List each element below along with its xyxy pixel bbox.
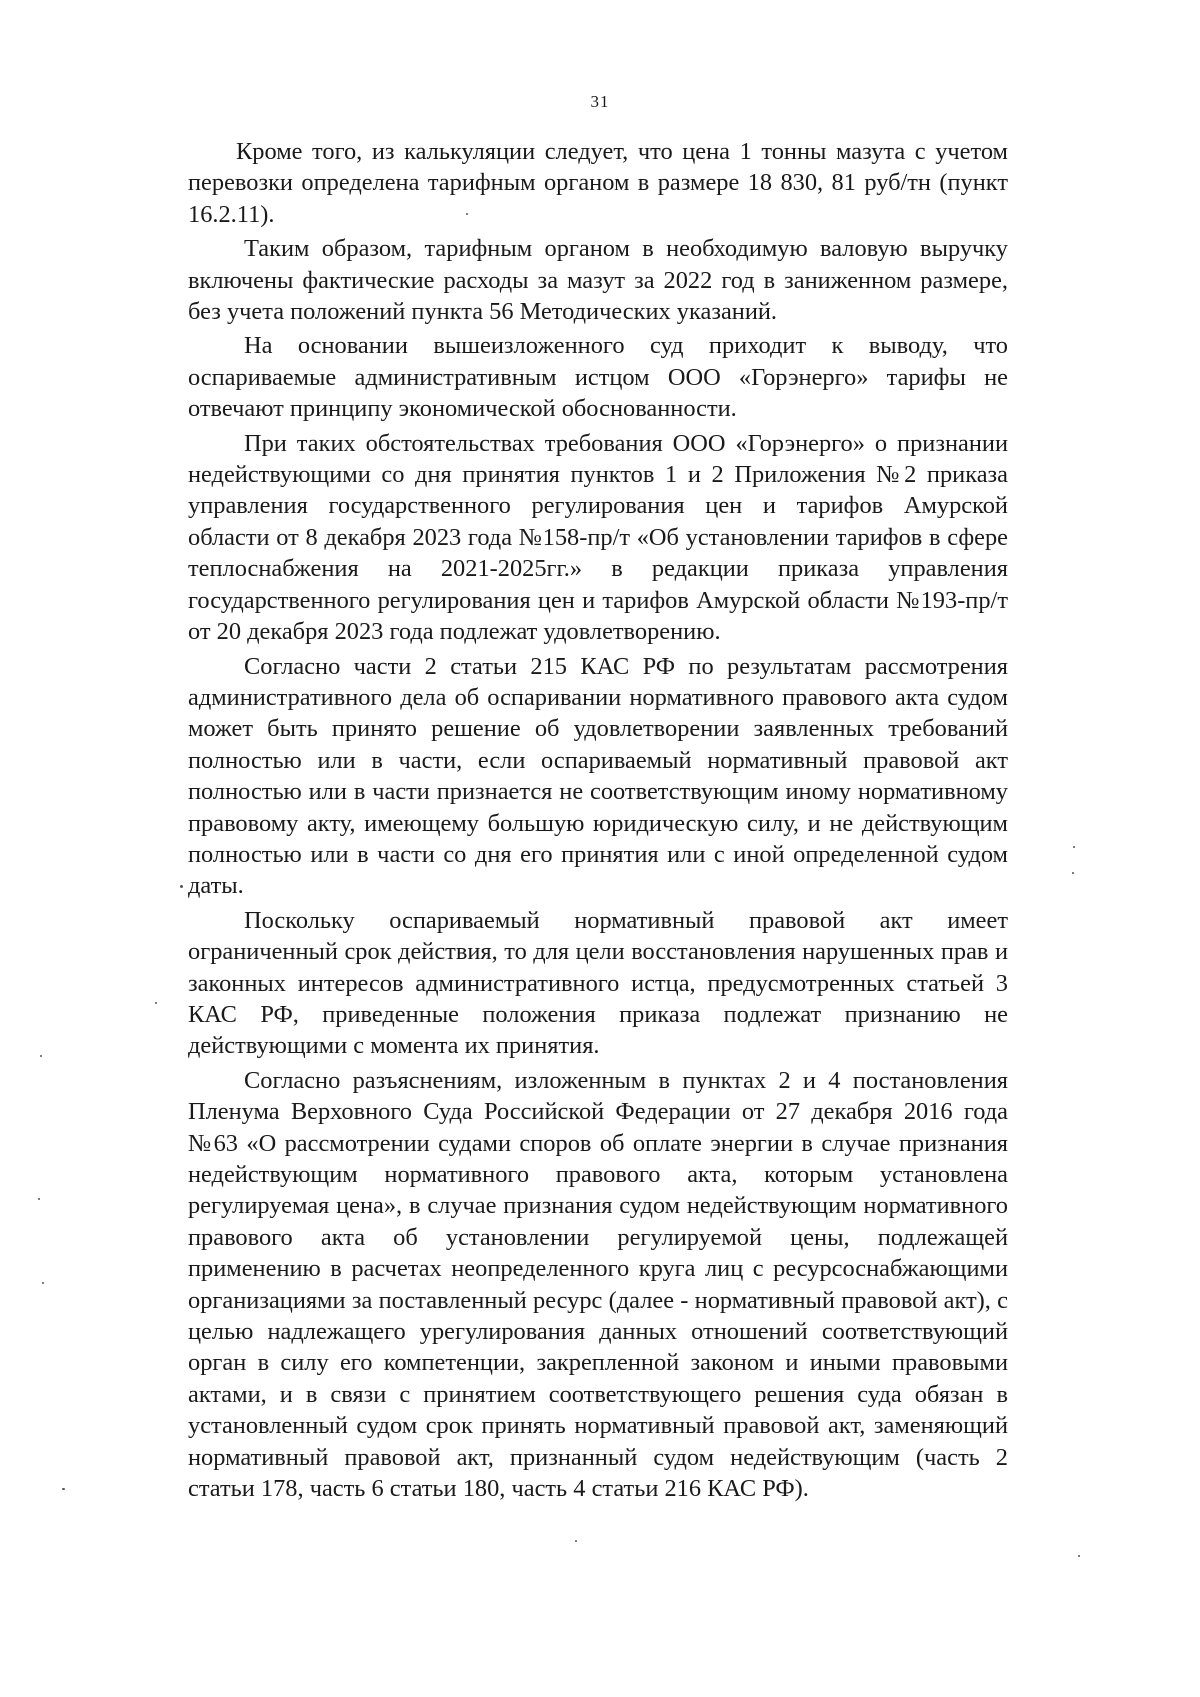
paragraph: Поскольку оспариваемый нормативный правовой акт имеет ограниченный срок действия, то для цели восстановления нарушенных прав и законных интересов административного истца, предусмотренных статьей 3 КАС РФ, приведенные положения приказа подлежат признанию не действующими с момента их принятия. xyxy=(188,906,1008,1060)
page-number: 31 xyxy=(590,92,610,111)
scan-speck xyxy=(1078,1555,1080,1557)
scan-speck xyxy=(40,1055,42,1057)
paragraph: Согласно части 2 статьи 215 КАС РФ по результатам рассмотрения административного дела об оспаривании нормативного правового акта судом может быть принято решение об удовлетворении заявленных требований полностью или в части, если оспариваемый нормативный правовой акт полностью или в части признается не соответствующим иному нормативному правовому акту, имеющему большую юридическую силу, и не действующим полностью или в части со дня его принятия или с иной определенной судом даты. xyxy=(188,652,1008,900)
paragraph: Согласно разъяснениям, изложенным в пунктах 2 и 4 постановления Пленума Верховного Суда Российской Федерации от 27 декабря 2016 года №63 «О рассмотрении судами споров об оплате энергии в случае признания недействующим нормативного правового акта, которым установлена регулируемая цена», в случае признания судом недействующим нормативного правового акта об установлении регулируемой цены, подлежащей применению в расчетах неопределенного круга лиц с ресурсоснабжающими организациями за поставленный ресурс (далее - нормативный правовой акт), с целью надлежащего урегулирования данных отношений соответствующий орган в силу его компетенции, закрепленной законом и иными правовыми актами, и в связи с принятием соответствующего решения суда обязан в установленный судом срок принять нормативный правовой акт, заменяющий нормативный правовой акт, признанный судом недействующим (часть 2 статьи 178, часть 6 статьи 180, часть 4 статьи 216 КАС РФ). xyxy=(188,1066,1008,1503)
paragraph: Таким образом, тарифным органом в необходимую валовую выручку включены фактические расходы за мазут за 2022 год в заниженном размере, без учета положений пункта 56 Методических указаний. xyxy=(188,235,1008,326)
scan-speck xyxy=(42,1282,44,1284)
document-body xyxy=(188,136,1008,1507)
scan-speck xyxy=(575,1540,577,1542)
scan-speck xyxy=(1073,846,1075,848)
paragraph: Кроме того, из калькуляции следует, что цена 1 тонны мазута с учетом перевозки определена тарифным органом в размере 18 830, 81 руб/тн (пункт 16.2.11). xyxy=(188,138,1008,228)
scan-speck xyxy=(1072,872,1074,874)
scan-speck xyxy=(38,1198,40,1200)
scan-speck xyxy=(466,213,468,215)
scan-speck xyxy=(62,1488,65,1490)
scan-speck xyxy=(155,1002,157,1004)
paragraph: На основании вышеизложенного суд приходит к выводу, что оспариваемые административным истцом ООО «Горэнерго» тарифы не отвечают принципу экономической обоснованности. xyxy=(188,332,1008,423)
paragraph: При таких обстоятельствах требования ООО «Горэнерго» о признании недействующими со дня принятия пунктов 1 и 2 Приложения №2 приказа управления государственного регулирования цен и тарифов Амурской области от 8 декабря 2023 года №158-пр/т «Об установлении тарифов в сфере теплоснабжения на 2021-2025гг.» в редакции приказа управления государственного регулирования цен и тарифов Амурской области №193-пр/т от 20 декабря 2023 года подлежат удовлетворению. xyxy=(188,429,1008,646)
scan-speck xyxy=(180,885,183,888)
